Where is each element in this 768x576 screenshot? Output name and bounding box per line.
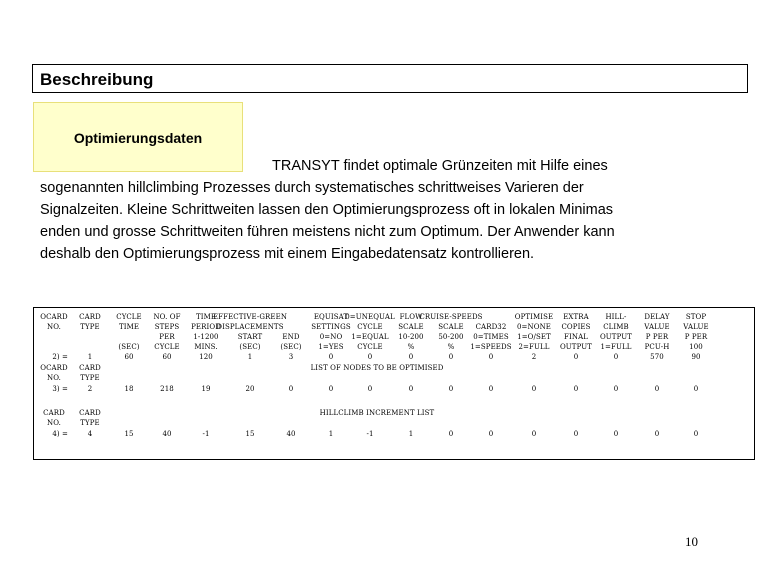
table-cell: SCALE: [438, 323, 464, 331]
table-cell: FLOW: [399, 313, 423, 321]
table-cell: 1=FULL: [600, 343, 632, 351]
table-row: [34, 430, 754, 441]
table-cell: SETTINGS: [311, 323, 351, 331]
table-cell: 0: [488, 385, 494, 393]
table-cell: 0: [328, 385, 334, 393]
table-cell: DISPLACEMENTS: [216, 323, 284, 331]
paragraph-line: enden und grosse Schrittweiten führen meistens nicht zum Optimum. Der Anwender kann: [40, 224, 615, 240]
table-cell: CYCLE: [116, 313, 142, 321]
table-cell: -1: [366, 430, 374, 438]
table-cell: 0: [613, 385, 619, 393]
table-cell: 15: [124, 430, 134, 438]
paragraph-line: deshalb den Optimierungsprozess mit einem Eingabedatensatz kontrollieren.: [40, 246, 535, 262]
table-cell: EXTRA: [563, 313, 589, 321]
table-cell: 2: [87, 385, 93, 393]
table-cell: NO.: [47, 323, 61, 331]
table-cell: 20: [245, 385, 255, 393]
table-cell: OUTPUT: [599, 333, 633, 341]
page-title: Beschreibung: [40, 70, 154, 89]
table-cell: NO. OF: [153, 313, 181, 321]
table-cell: 0: [288, 385, 294, 393]
table-cell: 19: [201, 385, 211, 393]
table-cell: 4: [87, 430, 93, 438]
table-cell: 18: [124, 385, 134, 393]
table-cell: 2) =: [52, 353, 68, 361]
table-cell: EFFECTIVE-GREEN: [212, 313, 288, 321]
optimised-nodes-heading: LIST OF NODES TO BE OPTIMISED: [310, 364, 444, 372]
table-cell: 0: [531, 385, 537, 393]
table-cell: 0: [448, 430, 454, 438]
paragraph-line: sogenannten hillclimbing Prozesses durch systematisches schrittweises Varieren der: [40, 180, 584, 196]
table-cell: OCARD: [40, 313, 68, 321]
table-cell: (SEC): [239, 343, 261, 351]
table-cell: EQUISAT: [313, 313, 349, 321]
table-cell: MINS.: [194, 343, 218, 351]
table-cell: TYPE: [80, 323, 100, 331]
table-cell: SCALE: [398, 323, 424, 331]
table-cell: 1: [247, 353, 253, 361]
table-cell: NO.: [47, 419, 61, 427]
table-cell: 40: [286, 430, 296, 438]
table-cell: P PER: [684, 333, 708, 341]
table-cell: 40: [162, 430, 172, 438]
subtitle-box: [33, 102, 243, 172]
table-cell: 0=UNEQUAL: [345, 313, 395, 321]
table-cell: TYPE: [80, 419, 100, 427]
table-cell: 1=YES: [318, 343, 344, 351]
table-cell: 0: [408, 385, 414, 393]
section-subtitle: Optimierungsdaten: [73, 130, 203, 146]
table-cell: 0: [573, 385, 579, 393]
table-cell: PER: [159, 333, 175, 341]
table-cell: TYPE: [80, 374, 100, 382]
table-cell: FINAL: [564, 333, 588, 341]
table-row: [34, 385, 754, 396]
table-cell: END: [282, 333, 300, 341]
table-cell: 218: [160, 385, 174, 393]
increment-list-heading: HILLCLIMB INCREMENT LIST: [319, 409, 435, 417]
table-cell: 0: [693, 430, 699, 438]
table-cell: 0: [488, 430, 494, 438]
table-cell: 0: [573, 353, 579, 361]
table-cell: TIME: [195, 313, 217, 321]
table-cell: 0: [693, 385, 699, 393]
table-cell: 100: [689, 343, 703, 351]
table-cell: 60: [124, 353, 134, 361]
table-cell: 2=FULL: [518, 343, 550, 351]
table-cell: %: [407, 343, 415, 351]
table-cell: OUTPUT: [559, 343, 593, 351]
table-cell: CARD: [79, 364, 101, 372]
table-cell: 0=TIMES: [473, 333, 509, 341]
table-row: [34, 396, 754, 407]
table-cell: %: [447, 343, 455, 351]
table-cell: STEPS: [154, 323, 180, 331]
table-cell: PERIOD: [191, 323, 221, 331]
table-cell: 10-200: [398, 333, 424, 341]
table-cell: COPIES: [561, 323, 591, 331]
page-number: 10: [685, 534, 698, 549]
table-cell: 15: [245, 430, 255, 438]
table-cell: 0: [408, 353, 414, 361]
table-cell: CARD: [79, 313, 101, 321]
table-cell: NO.: [47, 374, 61, 382]
table-cell: 60: [162, 353, 172, 361]
table-cell: 1: [87, 353, 93, 361]
paragraph-line: Signalzeiten. Kleine Schrittweiten lassen den Optimierungsprozess oft in lokalen Minimas: [40, 202, 614, 218]
table-cell: CARD: [79, 409, 101, 417]
table-cell: 50-200: [438, 333, 464, 341]
table-cell: 90: [691, 353, 701, 361]
table-cell: 0: [573, 430, 579, 438]
input-data-table: [33, 307, 755, 460]
table-cell: 0: [448, 353, 454, 361]
table-cell: 1=EQUAL: [351, 333, 389, 341]
table-cell: P PER: [645, 333, 669, 341]
table-cell: 4) =: [52, 430, 68, 438]
table-cell: CARD: [43, 409, 65, 417]
table-row: [34, 353, 754, 364]
table-cell: 1=O/SET: [517, 333, 551, 341]
table-cell: 0: [613, 353, 619, 361]
table-cell: CYCLE: [357, 343, 383, 351]
table-cell: CLIMB: [603, 323, 629, 331]
table-cell: VALUE: [644, 323, 670, 331]
table-cell: 0: [367, 385, 373, 393]
table-cell: 0: [654, 385, 660, 393]
table-cell: 2: [531, 353, 537, 361]
table-cell: 0: [531, 430, 537, 438]
table-cell: STOP: [685, 313, 707, 321]
table-cell: DELAY: [644, 313, 670, 321]
paragraph-first-line: TRANSYT findet optimale Grünzeiten mit Hilfe eines: [272, 158, 608, 174]
table-row: [34, 419, 754, 430]
table-cell: (SEC): [280, 343, 302, 351]
table-row: [34, 374, 754, 385]
table-cell: 1: [328, 430, 334, 438]
table-cell: 0: [367, 353, 373, 361]
table-cell: CYCLE: [154, 343, 180, 351]
table-cell: CRUISE-SPEEDS: [419, 313, 483, 321]
table-cell: START: [237, 333, 263, 341]
table-cell: 0: [328, 353, 334, 361]
table-cell: -1: [202, 430, 210, 438]
table-cell: 1-1200: [193, 333, 219, 341]
table-cell: 0: [448, 385, 454, 393]
table-cell: 0: [613, 430, 619, 438]
table-cell: 0=NO: [319, 333, 343, 341]
table-cell: (SEC): [118, 343, 140, 351]
table-cell: 120: [199, 353, 213, 361]
table-cell: 570: [650, 353, 664, 361]
table-cell: OPTIMISE: [514, 313, 554, 321]
table-cell: 0: [654, 430, 660, 438]
table-cell: TIME: [118, 323, 140, 331]
table-cell: 1=SPEEDS: [470, 343, 512, 351]
table-cell: CYCLE: [357, 323, 383, 331]
table-cell: HILL-: [605, 313, 627, 321]
table-cell: VALUE: [683, 323, 709, 331]
title-bar: [32, 64, 748, 93]
table-cell: 0: [488, 353, 494, 361]
table-cell: 0=NONE: [516, 323, 552, 331]
table-cell: OCARD: [40, 364, 68, 372]
table-cell: 1: [408, 430, 414, 438]
table-cell: 3: [288, 353, 294, 361]
table-cell: 3) =: [52, 385, 68, 393]
table-cell: PCU-H: [644, 343, 670, 351]
table-cell: CARD32: [475, 323, 507, 331]
